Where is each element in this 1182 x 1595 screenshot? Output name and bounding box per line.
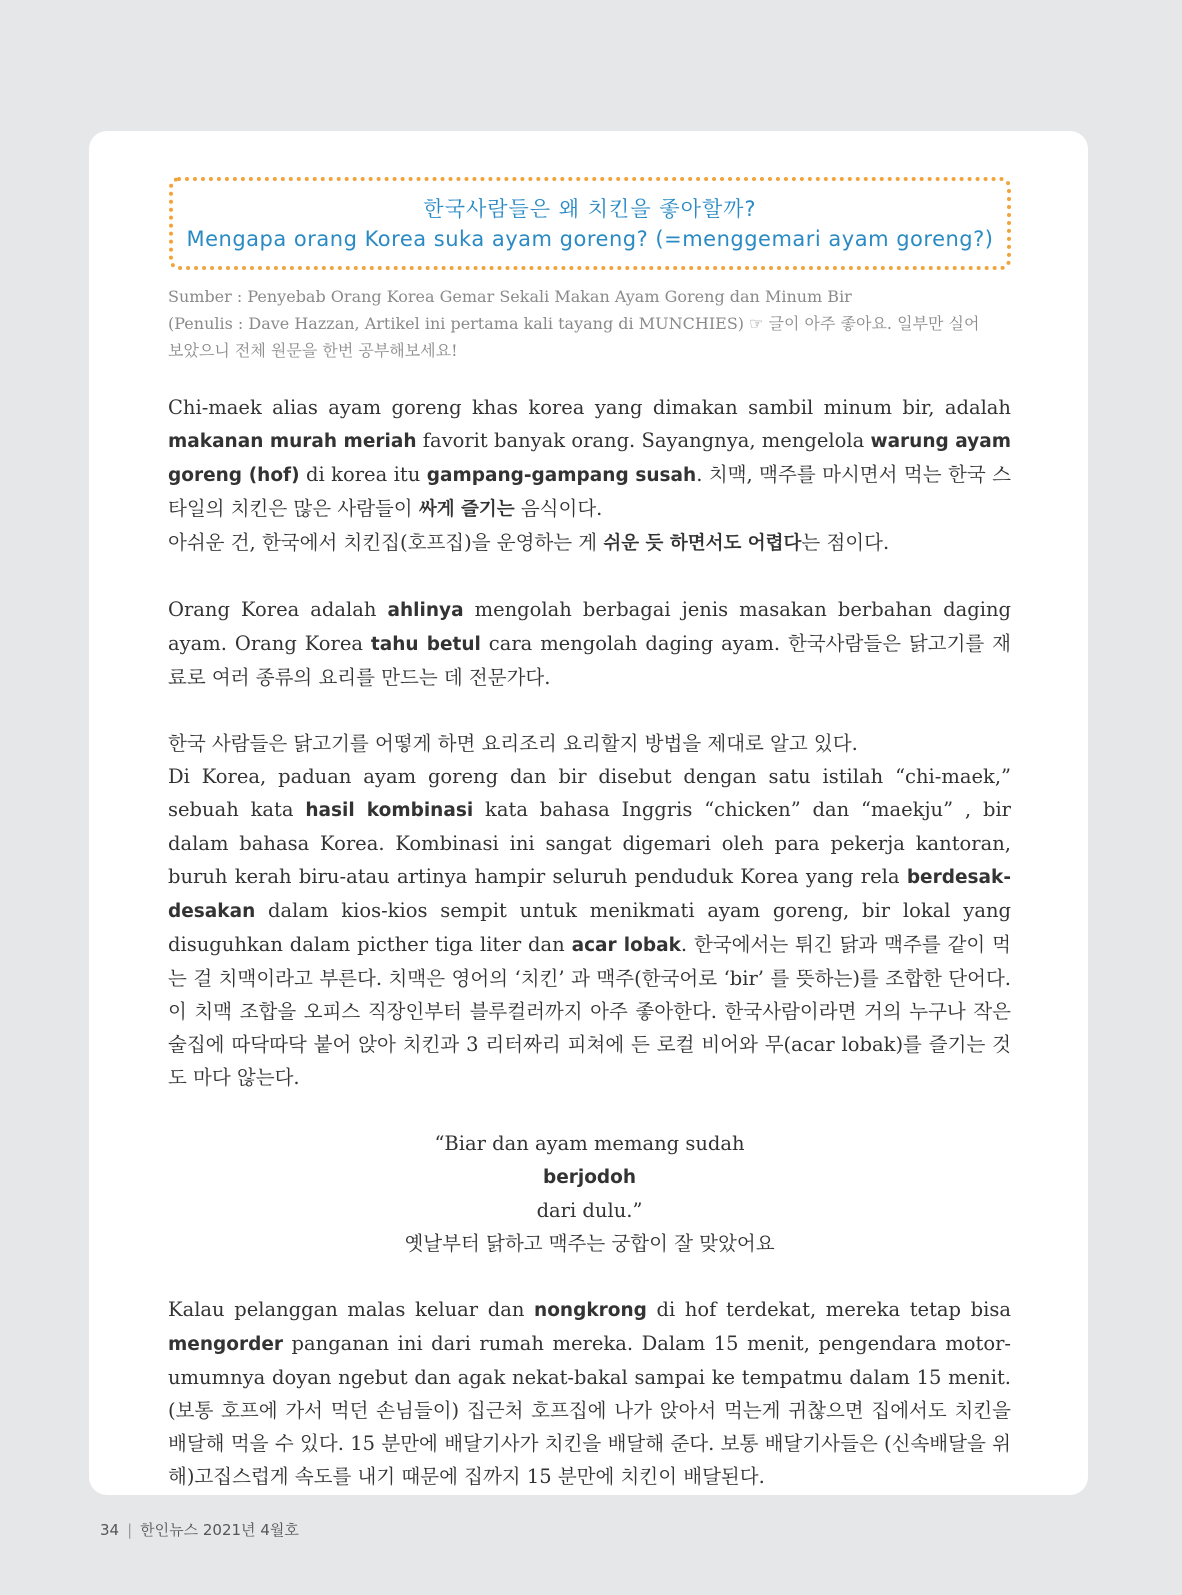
source-line-3: 보았으니 전체 원문을 한번 공부해보세요! xyxy=(168,341,458,360)
title-korean: 한국사람들은 왜 치킨을 좋아할까? xyxy=(423,197,757,221)
bold-phrase: mengorder xyxy=(168,1334,283,1355)
paragraph-3: 한국 사람들은 닭고기를 어떻게 하면 요리조리 요리할지 방법을 제대로 알고 있다. Di Korea, paduan ayam goreng dan bir disebut dengan satu istilah “chi-maek,” sebuah kata hasil kombinasi kata bahasa Inggris “chicken” dan “maekju” , bir dalam bahasa Korea. Kombinasi ini sangat digemari oleh para pekerja kantoran, buruh kerah biru-atau artinya hampir seluruh penduduk Korea yang rela berdesak-desakan dalam kios-kios sempit untuk menikmati ayam goreng, bir lokal yang disuguhkan dalam picther tiga liter dan acar lobak. 한국에서는 튀긴 닭과 맥주를 같이 먹는 걸 치맥이라고 부른다. 치맥은 영어의 ‘치킨’ 과 맥주(한국어로 ‘bir’ 를 뜻하는)를 조합한 단어다. 이 치맥 조합을 오피스 직장인부터 블루컬러까지 아주 좋아한다. 한국사람이라면 거의 누구나 작은 술집에 따닥따닥 붙어 앉아 치킨과 3 리터짜리 피쳐에 든 로컬 비어와 무(acar lobak)를 즐기는 것도 마다 않는다. xyxy=(168,732,1011,1089)
quote-korean: 옛날부터 닭하고 맥주는 궁합이 잘 맞았어요 xyxy=(404,1232,775,1255)
source-line-2: (Penulis : Dave Hazzan, Artikel ini pertama kali tayang di MUNCHIES) ☞ 글이 아주 좋아요. 일부만 실어 xyxy=(168,314,980,333)
source-note xyxy=(168,283,1011,364)
source-line-1: Sumber : Penyebab Orang Korea Gemar Sekali Makan Ayam Goreng dan Minum Bir xyxy=(168,287,852,306)
title-indonesian: Mengapa orang Korea suka ayam goreng? (=menggemari ayam goreng?) xyxy=(186,227,994,251)
bold-phrase: berjodoh xyxy=(542,1167,637,1188)
page-card xyxy=(89,131,1088,1495)
bold-phrase: hasil kombinasi xyxy=(305,800,474,821)
page-number: 34 xyxy=(100,1521,120,1539)
footer-separator: | xyxy=(127,1521,133,1539)
bold-phrase: tahu betul xyxy=(370,634,481,655)
bold-phrase: makanan murah meriah xyxy=(168,431,417,452)
pull-quote: “Biar dan ayam memang sudah berjodoh dari dulu.” 옛날부터 닭하고 맥주는 궁합이 잘 맞았어요 xyxy=(168,1127,1011,1260)
bold-phrase: 쉬운 듯 하면서도 어렵다 xyxy=(603,533,802,554)
publication-name: 한인뉴스 2021년 4월호 xyxy=(140,1521,299,1539)
bold-phrase: ahlinya xyxy=(387,600,464,621)
bold-phrase: berdesak-desakan xyxy=(168,867,1011,922)
paragraph-1: Chi-maek alias ayam goreng khas korea yang dimakan sambil minum bir, adalah makanan murah meriah favorit banyak orang. Sayangnya, mengelola warung ayam goreng (hof) di korea itu gampang-gampang susah. 치맥, 맥주를 마시면서 먹는 한국 스타일의 치킨은 많은 사람들이 싸게 즐기는 음식이다. 아쉬운 건, 한국에서 치킨집(호프집)을 운영하는 게 쉬운 듯 하면서도 어렵다는 점이다. xyxy=(168,396,1011,554)
article-body xyxy=(168,391,1011,1526)
paragraph-2: Orang Korea adalah ahlinya mengolah berbagai jenis masakan berbahan daging ayam. Orang Korea tahu betul cara mengolah daging ayam. 한국사람들은 닭고기를 재료로 여러 종류의 요리를 만드는 데 전문가다. xyxy=(168,598,1011,689)
title-box xyxy=(169,177,1011,270)
paragraph-4: Kalau pelanggan malas keluar dan nongkrong di hof terdekat, mereka tetap bisa mengorder panganan ini dari rumah mereka. Dalam 15 menit, pengendara motor-umumnya doyan ngebut dan agak nekat-bakal sampai ke tempatmu dalam 15 menit. (보통 호프에 가서 먹던 손님들이) 집근처 호프집에 나가 앉아서 먹는게 귀찮으면 집에서도 치킨을 배달해 먹을 수 있다. 15 분만에 배달기사가 치킨을 배달해 준다. 보통 배달기사들은 (신속배달을 위해)고집스럽게 속도를 내기 때문에 집까지 15 분만에 치킨이 배달된다. xyxy=(168,1298,1011,1488)
bold-phrase: acar lobak xyxy=(571,935,681,956)
bold-phrase: warung ayam goreng (hof) xyxy=(168,431,1011,486)
bold-phrase: 싸게 즐기는 xyxy=(418,499,515,520)
bold-phrase: gampang-gampang susah xyxy=(426,465,697,486)
page-footer xyxy=(100,1519,299,1540)
bold-phrase: nongkrong xyxy=(534,1300,647,1321)
